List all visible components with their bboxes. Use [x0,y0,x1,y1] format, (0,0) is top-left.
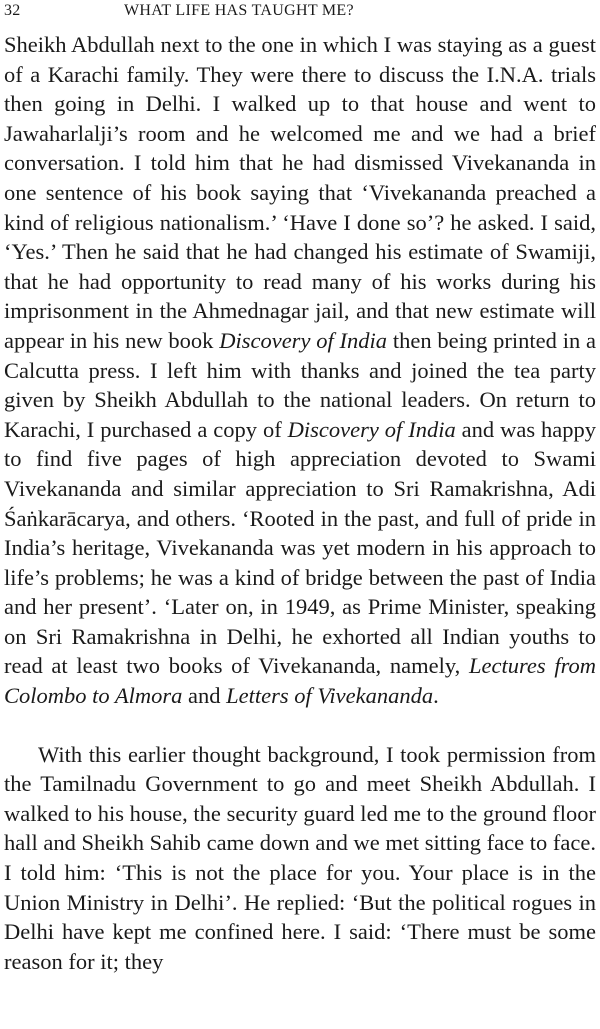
book-title: Discovery of India [287,416,456,442]
book-title: Discovery of India [219,327,388,353]
body-text [4,30,596,976]
paragraph-text-segment: then being printed in a Calcutta press. I left him with thanks and joined the tea party given by Sheikh Abdullah to the national leaders. On return to Karachi, I purchased a copy of [4,327,596,442]
running-head [0,2,600,22]
page-number: 32 [4,2,21,19]
paragraph-text-segment: and was happy to find five pages of high appreciation devoted to Swami Vivekananda and similar appreciation to Sri Ramakrishna, Adi Śaṅkarācarya, and others. ‘Rooted in the past, and full of pride in India’s heritage, Vivekananda was yet modern in his approach to life’s problems; he was a kind of bridge between the past of India and her present’. ‘Later on, in 1949, as Prime Minister, speaking on Sri Ramakrishna in Delhi, he exhorted all Indian youths to read at least two books of Vivekananda, namely, [4,416,596,679]
running-title: WHAT LIFE HAS TAUGHT ME? [124,2,354,19]
paragraph-continued [4,30,596,711]
paragraph-text-segment: and [182,683,227,709]
book-title: Lectures from Colombo to Almora [4,653,597,709]
paragraph: With this earlier thought background, I took permission from the Tamilnadu Government to go and meet Sheikh Abdullah. I walked to his house, the security guard led me to the ground floor hall and Sheikh Sahib came down and we met sitting face to face. I told him: ‘This is not the place for you. Your place is in the Union Ministry in Delhi’. He replied: ‘But the political rogues in Delhi have kept me confined here. I said: ‘There must be some reason for it; they [4,741,596,974]
book-title: Letters of Vivekananda [226,683,434,709]
paragraph-text-segment: . [433,683,439,709]
paragraph-text-segment: Sheikh Abdullah next to the one in which I was staying as a guest of a Karachi family. They were there to discuss the I.N.A. trials then going in Delhi. I walked up to that house and went to Jawaharlalji’s room and he welcomed me and we had a brief conversation. I told him that he had dismissed Vivekananda in one sentence of his book saying that ‘Vivekananda preached a kind of religious nationalism.’ ‘Have I done so’? he asked. I said, ‘Yes.’ Then he said that he had changed his estimate of Swamiji, that he had opportunity to read many of his works during his imprisonment in the Ahmednagar jail, and that new estimate will appear in his new book [4,32,596,353]
